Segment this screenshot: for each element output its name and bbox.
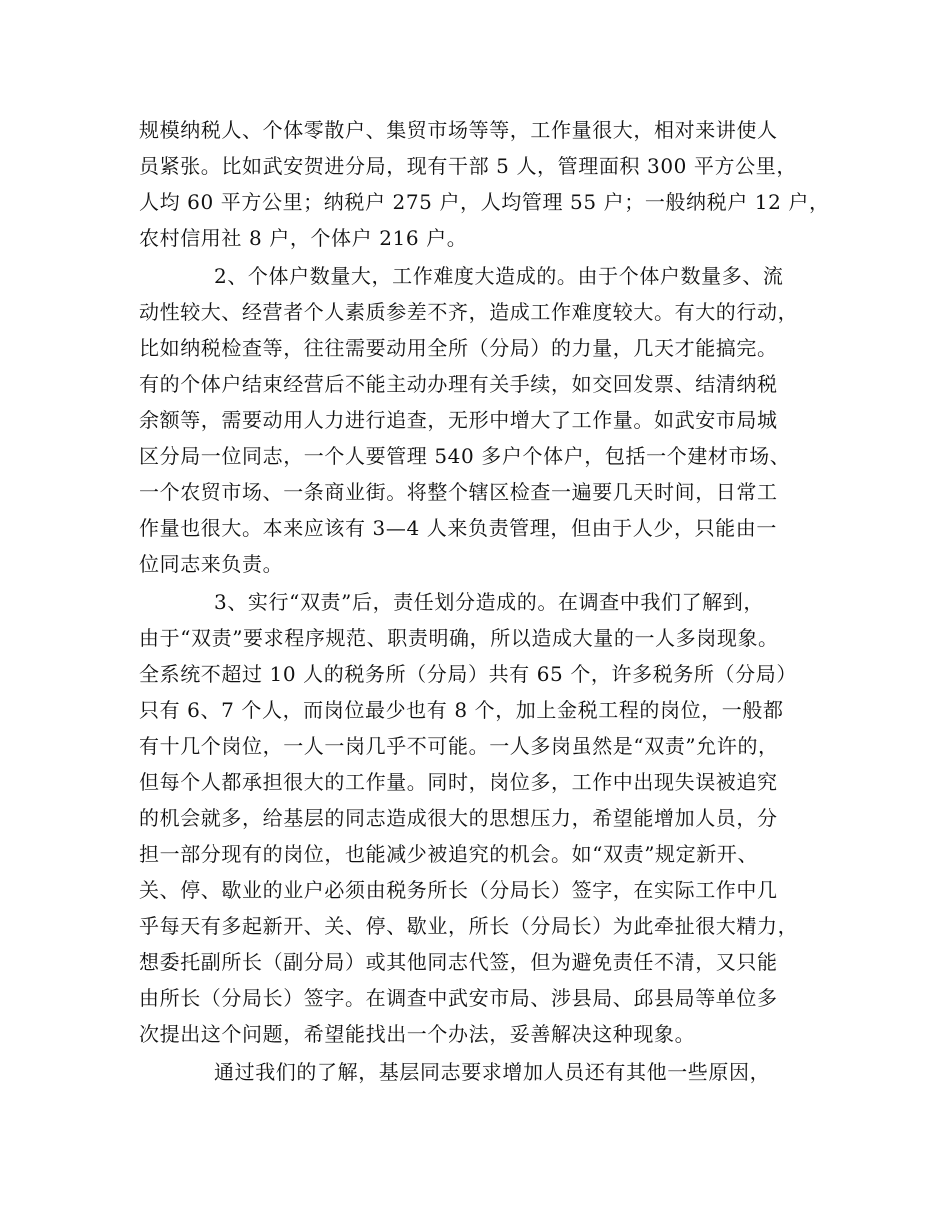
text-line: 人均 60 平方公里；纳税户 275 户，人均管理 55 户；一般纳税户 12 户， xyxy=(139,190,830,214)
text-line: 有十几个岗位，一人一岗几乎不可能。一人多岗虽然是“双责”允许的， xyxy=(139,734,779,758)
paragraph-first-line: 3、实行“双责”后，责任划分造成的。在调查中我们了解到， xyxy=(214,590,764,614)
text-line: 区分局一位同志，一个人要管理 540 多户个体户，包括一个建材市场、 xyxy=(139,444,791,468)
text-line: 一个农贸市场、一条商业街。将整个辖区检查一遍要几天时间，日常工 xyxy=(139,480,778,504)
text-line: 由所长（分局长）签字。在调查中武安市局、涉县局、邱县局等单位多 xyxy=(139,986,778,1010)
text-line: 只有 6、7 个人，而岗位最少也有 8 个，加上金税工程的岗位，一般都 xyxy=(139,698,784,722)
text-line: 想委托副所长（副分局）或其他同志代签，但为避免责任不清，又只能 xyxy=(139,950,778,974)
text-line: 规模纳税人、个体零散户、集贸市场等等，工作量很大，相对来讲使人 xyxy=(139,118,778,142)
text-line: 关、停、歇业的业户必须由税务所长（分局长）签字，在实际工作中几 xyxy=(139,878,778,902)
text-line: 动性较大、经营者个人素质参差不齐，造成工作难度较大。有大的行动， xyxy=(139,300,799,324)
text-line: 全系统不超过 10 人的税务所（分局）共有 65 个，许多税务所（分局） xyxy=(139,662,797,686)
text-line: 乎每天有多起新开、关、停、歇业，所长（分局长）为此牵扯很大精力， xyxy=(139,914,799,938)
text-line: 作量也很大。本来应该有 3—4 人来负责管理，但由于人少，只能由一 xyxy=(139,516,777,540)
text-line: 担一部分现有的岗位，也能减少被追究的机会。如“双责”规定新开、 xyxy=(139,842,759,866)
text-line: 的机会就多，给基层的同志造成很大的思想压力，希望能增加人员，分 xyxy=(139,806,778,830)
text-line: 有的个体户结束经营后不能主动办理有关手续，如交回发票、结清纳税 xyxy=(139,372,778,396)
text-line: 比如纳税检查等，往往需要动用全所（分局）的力量，几天才能搞完。 xyxy=(139,336,778,360)
paragraph-first-line: 2、个体户数量大，工作难度大造成的。由于个体户数量多、流 xyxy=(214,264,784,288)
text-line: 农村信用社 8 户，个体户 216 户。 xyxy=(139,226,468,250)
text-line: 位同志来负责。 xyxy=(139,552,284,576)
text-line: 余额等，需要动用人力进行追查，无形中增大了工作量。如武安市局城 xyxy=(139,408,778,432)
text-line: 但每个人都承担很大的工作量。同时，岗位多，工作中出现失误被追究 xyxy=(139,770,778,794)
text-line: 次提出这个问题，希望能找出一个办法，妥善解决这种现象。 xyxy=(139,1022,696,1046)
paragraph-first-line: 通过我们的了解，基层同志要求增加人员还有其他一些原因， xyxy=(214,1060,771,1084)
text-line: 由于“双责”要求程序规范、职责明确，所以造成大量的一人多岗现象。 xyxy=(139,626,779,650)
text-line: 员紧张。比如武安贺进分局，现有干部 5 人，管理面积 300 平方公里， xyxy=(139,154,797,178)
